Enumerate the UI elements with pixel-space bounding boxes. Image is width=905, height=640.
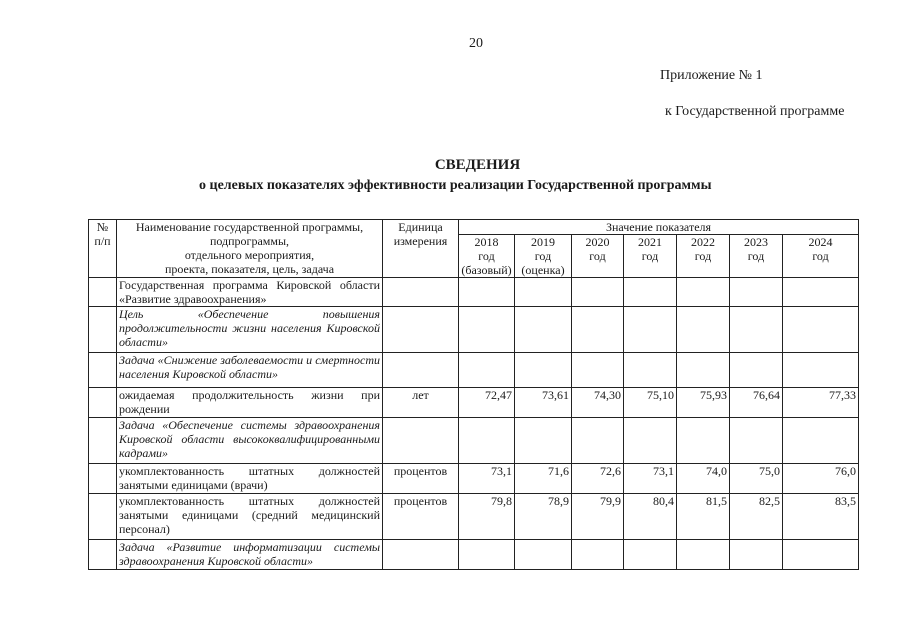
header-year (783, 235, 859, 278)
table-row (89, 278, 859, 307)
header-year-line: 2022 (691, 235, 715, 249)
row-value-cell (730, 540, 783, 570)
row-value-cell (515, 353, 572, 388)
header-year (515, 235, 572, 278)
header-year-line: год (641, 249, 659, 263)
page-number: 20 (469, 36, 483, 51)
row-value-cell (783, 418, 859, 464)
row-value-cell: 71,6 (515, 464, 572, 494)
row-value-cell: 72,47 (459, 388, 515, 418)
header-name-line: подпрограммы, (209, 234, 290, 248)
row-name-cell: Задача «Снижение заболеваемости и смертности населения Кировской области» (117, 353, 383, 388)
header-year (459, 235, 515, 278)
header-year-line: 2024 (808, 235, 833, 249)
row-number-cell (89, 418, 117, 464)
header-values-group: Значение показателя (459, 220, 859, 235)
row-value-cell (515, 278, 572, 307)
row-value-cell: 81,5 (677, 494, 730, 540)
header-unit-line: Единица (398, 220, 443, 234)
row-value-cell: 76,0 (783, 464, 859, 494)
row-unit-cell: процентов (383, 464, 459, 494)
header-year (572, 235, 624, 278)
row-value-cell (459, 418, 515, 464)
header-year-line: 2020 (585, 235, 610, 249)
header-name (117, 220, 383, 278)
header-year-line: (базовый) (461, 263, 512, 277)
row-unit-cell (383, 418, 459, 464)
header-name-line: Наименование государственной программы, (135, 220, 364, 234)
header-year-line: (оценка) (521, 263, 565, 277)
header-year-line: год (589, 249, 606, 263)
header-row-group (89, 220, 859, 235)
header-year-line: 2018 (474, 235, 499, 249)
row-number-cell (89, 388, 117, 418)
header-year-line: год (747, 249, 765, 263)
row-value-cell (730, 307, 783, 353)
row-number-cell (89, 540, 117, 570)
row-value-cell: 79,9 (572, 494, 624, 540)
document-title-row (0, 157, 905, 174)
header-year-line: год (478, 249, 495, 263)
row-value-cell (624, 307, 677, 353)
row-value-cell (677, 307, 730, 353)
row-unit-cell (383, 307, 459, 353)
row-number-cell (89, 464, 117, 494)
row-value-cell (459, 353, 515, 388)
document-title: СВЕДЕНИЯ (434, 157, 521, 173)
header-year (677, 235, 730, 278)
header-num-line: п/п (94, 234, 111, 248)
header-year (730, 235, 783, 278)
row-name-cell: Задача «Обеспечение системы здравоохранения Кировской области высококвалифицированными кадрами» (117, 418, 383, 464)
header-year-line: год (694, 249, 712, 263)
row-number-cell (89, 353, 117, 388)
header-name-line: проекта, показателя, цель, задача (164, 262, 335, 276)
header-name-line: отдельного мероприятия, (184, 248, 315, 262)
row-value-cell (515, 540, 572, 570)
row-value-cell (677, 353, 730, 388)
row-value-cell: 75,93 (677, 388, 730, 418)
row-value-cell: 83,5 (783, 494, 859, 540)
document-subtitle: о целевых показателях эффективности реализации Государственной программы (199, 178, 712, 193)
row-value-cell: 75,10 (624, 388, 677, 418)
row-value-cell: 74,0 (677, 464, 730, 494)
row-value-cell: 75,0 (730, 464, 783, 494)
row-unit-cell: процентов (383, 494, 459, 540)
row-name-cell: Задача «Развитие информатизации системы здравоохранения Кировской области» (117, 540, 383, 570)
row-value-cell (783, 307, 859, 353)
row-value-cell (572, 418, 624, 464)
row-value-cell (459, 278, 515, 307)
header-unit (383, 220, 459, 278)
row-value-cell (730, 278, 783, 307)
row-value-cell: 78,9 (515, 494, 572, 540)
row-unit-cell (383, 353, 459, 388)
table-row (89, 540, 859, 570)
row-value-cell (783, 353, 859, 388)
row-value-cell (572, 307, 624, 353)
row-value-cell (572, 540, 624, 570)
row-value-cell (677, 418, 730, 464)
table-row (89, 307, 859, 353)
row-unit-cell (383, 278, 459, 307)
row-name-cell: Государственная программа Кировской области «Развитие здравоохранения» (117, 278, 383, 307)
header-year-line: 2021 (638, 235, 662, 249)
row-value-cell (677, 278, 730, 307)
row-value-cell (572, 353, 624, 388)
row-value-cell (572, 278, 624, 307)
table-row (89, 388, 859, 418)
appendix-reference: к Государственной программе (665, 104, 845, 119)
table-row (89, 418, 859, 464)
row-name-cell: ожидаемая продолжительность жизни при рождении (117, 388, 383, 418)
row-value-cell: 74,30 (572, 388, 624, 418)
row-value-cell: 79,8 (459, 494, 515, 540)
row-value-cell (783, 540, 859, 570)
row-unit-cell: лет (383, 388, 459, 418)
row-value-cell: 72,6 (572, 464, 624, 494)
row-value-cell (515, 307, 572, 353)
row-value-cell: 76,64 (730, 388, 783, 418)
row-value-cell (624, 278, 677, 307)
row-value-cell: 77,33 (783, 388, 859, 418)
row-value-cell: 73,1 (624, 464, 677, 494)
header-year-line: 2023 (744, 235, 768, 249)
indicators-table (88, 219, 859, 570)
header-num-line: № (96, 220, 109, 234)
row-value-cell (459, 307, 515, 353)
header-year-line: год (534, 249, 552, 263)
table-row (89, 464, 859, 494)
row-number-cell (89, 278, 117, 307)
row-value-cell (515, 418, 572, 464)
row-name-cell: укомплектованность штатных должностей занятыми единицами (врачи) (117, 464, 383, 494)
row-value-cell: 73,1 (459, 464, 515, 494)
row-value-cell (624, 540, 677, 570)
row-value-cell (677, 540, 730, 570)
row-value-cell: 82,5 (730, 494, 783, 540)
row-number-cell (89, 494, 117, 540)
header-year (624, 235, 677, 278)
row-value-cell (624, 418, 677, 464)
header-num (89, 220, 117, 278)
row-name-cell: Цель «Обеспечение повышения продолжительности жизни населения Кировской области» (117, 307, 383, 353)
row-value-cell: 73,61 (515, 388, 572, 418)
row-value-cell (459, 540, 515, 570)
appendix-title: Приложение № 1 (660, 68, 763, 83)
row-value-cell: 80,4 (624, 494, 677, 540)
row-value-cell (730, 353, 783, 388)
row-value-cell (624, 353, 677, 388)
row-unit-cell (383, 540, 459, 570)
row-name-cell: укомплектованность штатных должностей занятыми единицами (средний медицинский персонал) (117, 494, 383, 540)
table-row (89, 494, 859, 540)
row-value-cell (730, 418, 783, 464)
row-number-cell (89, 307, 117, 353)
header-unit-line: измерения (393, 234, 448, 248)
header-year-line: 2019 (531, 235, 555, 249)
row-value-cell (783, 278, 859, 307)
table-body (89, 278, 859, 570)
table-row (89, 353, 859, 388)
header-year-line: год (812, 249, 829, 263)
